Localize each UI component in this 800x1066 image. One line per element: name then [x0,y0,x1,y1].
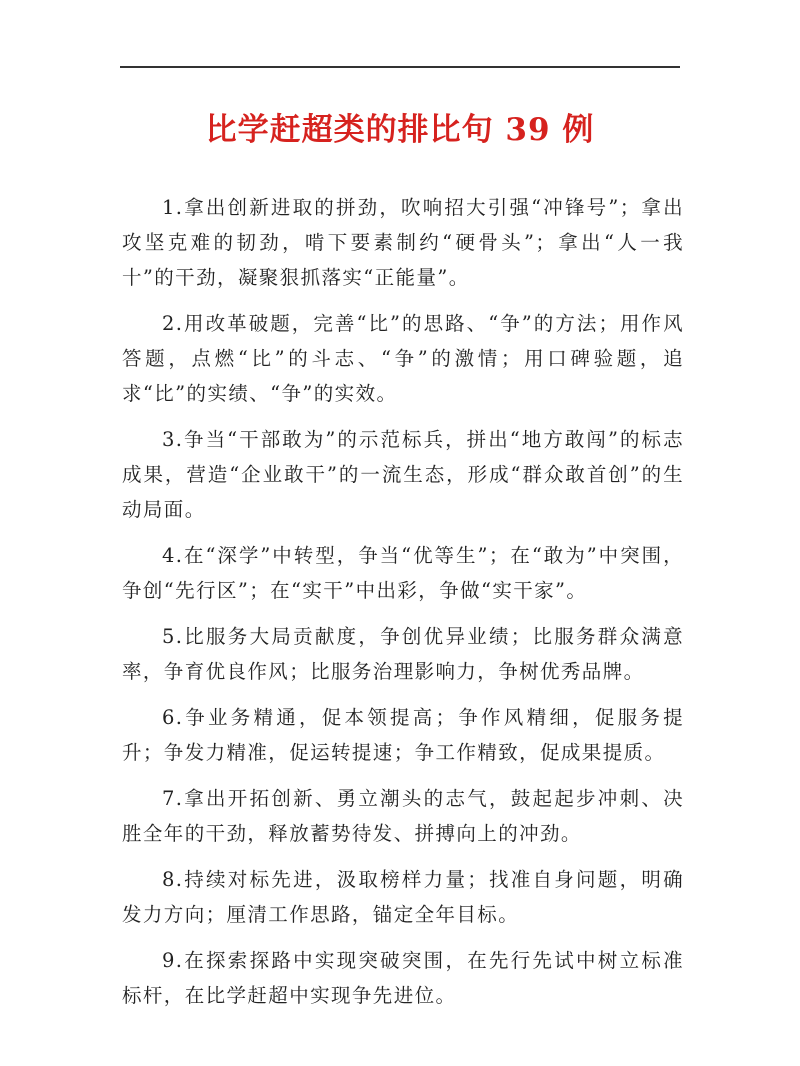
paragraph-3: 3.争当“干部敢为”的示范标兵，拼出“地方敢闯”的标志成果，营造“企业敢干”的一流生态，形成“群众敢首创”的生动局面。 [122,428,684,521]
page-title: 比学赶超类的排比句 39 例 [205,112,595,148]
paragraph-7: 7.拿出开拓创新、勇立潮头的志气，鼓起起步冲刺、决胜全年的干劲，释放蓄势待发、拼搏向上的冲劲。 [122,787,684,845]
paragraph-6: 6.争业务精通，促本领提高；争作风精细，促服务提升；争发力精准，促运转提速；争工作精致，促成果提质。 [122,706,684,764]
paragraph-8: 8.持续对标先进，汲取榜样力量；找准自身问题，明确发力方向；厘清工作思路，锚定全年目标。 [122,868,684,926]
article-body [122,190,684,1024]
paragraph-9: 9.在探索探路中实现突破突围，在先行先试中树立标准标杆，在比学赶超中实现争先进位。 [122,949,684,1007]
paragraph-2: 2.用改革破题，完善“比”的思路、“争”的方法；用作风答题，点燃“比”的斗志、“争”的激情；用口碑验题，追求“比”的实绩、“争”的实效。 [122,312,684,405]
paragraph-1: 1.拿出创新进取的拼劲，吹响招大引强“冲锋号”；拿出攻坚克难的韧劲，啃下要素制约“硬骨头”；拿出“人一我十”的干劲，凝聚狠抓落实“正能量”。 [122,196,684,289]
top-divider [120,66,680,68]
paragraph-4: 4.在“深学”中转型，争当“优等生”；在“敢为”中突围，争创“先行区”；在“实干”中出彩，争做“实干家”。 [122,544,684,602]
paragraph-5: 5.比服务大局贡献度，争创优异业绩；比服务群众满意率，争育优良作风；比服务治理影响力，争树优秀品牌。 [122,625,684,683]
